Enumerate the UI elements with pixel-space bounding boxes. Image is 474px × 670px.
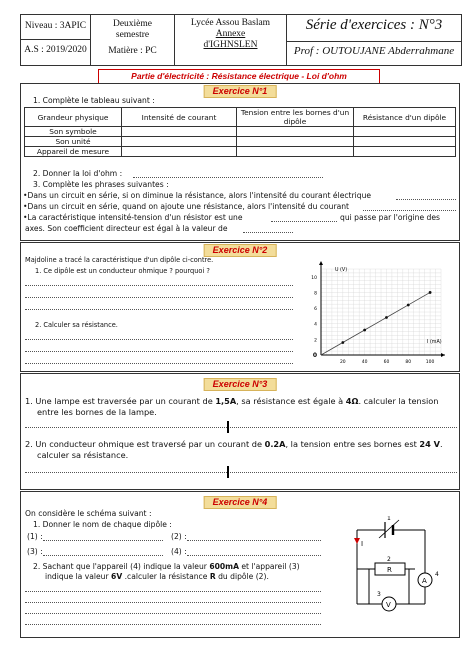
ex4-question-2	[33, 562, 300, 572]
ex1-question-2: 2. Donner la loi d'ohm :	[33, 169, 123, 178]
resistor-label: R	[387, 566, 392, 574]
y-tick-label: 6	[314, 307, 317, 313]
ex1-question-1: 1. Complète le tableau suivant :	[33, 96, 155, 105]
y-tick-label: 8	[314, 291, 317, 297]
current-value: 0.2A	[264, 439, 286, 449]
table-cell[interactable]	[354, 127, 456, 137]
ex1-table	[24, 107, 456, 157]
x-axis-label: I (mA)	[427, 340, 442, 345]
resistor-symbol: R	[209, 572, 216, 581]
text: , sa résistance est égale à	[236, 396, 346, 406]
answer-line[interactable]	[25, 297, 293, 298]
table-cell[interactable]	[237, 137, 354, 147]
table-cell[interactable]	[237, 127, 354, 137]
text: indique la valeur	[45, 572, 112, 581]
ammeter-label: A	[422, 577, 427, 585]
y-tick-label: 10	[311, 275, 317, 281]
u-i-characteristic-chart	[293, 257, 457, 371]
exercise-2-title: Exercice N°2	[204, 244, 277, 257]
school-name: Lycée Assou Baslam	[190, 18, 271, 28]
table-cell[interactable]	[122, 127, 237, 137]
table-cell[interactable]	[354, 147, 456, 157]
label-dipole-2: (2) :	[171, 532, 187, 541]
current-value: 1,5A	[215, 396, 237, 406]
answer-line[interactable]	[187, 555, 321, 556]
table-header: Intensité de courant	[122, 108, 237, 127]
ex1-sentence-3b: qui passe par l'origine des	[340, 213, 440, 222]
table-header: Grandeur physique	[25, 108, 122, 127]
ammeter-value: 600mA	[209, 562, 239, 571]
answer-line[interactable]	[25, 363, 293, 364]
y-tick-label: 2	[314, 338, 317, 344]
data-point	[407, 304, 410, 307]
data-point	[363, 329, 366, 332]
answer-line[interactable]	[25, 285, 293, 286]
ex1-question-3: 3. Complète les phrases suivantes :	[33, 180, 169, 189]
answer-line[interactable]	[25, 351, 293, 352]
exercise-1-title: Exercice N°1	[204, 85, 277, 98]
answer-line[interactable]	[43, 540, 163, 541]
text: .calculer la résistance	[122, 572, 210, 581]
data-point	[341, 341, 344, 344]
answer-line[interactable]	[25, 339, 293, 340]
voltage-value: 24 V	[419, 439, 441, 449]
row-label: Appareil de mesure	[25, 147, 122, 157]
text: du dipôle (2).	[215, 572, 269, 581]
ex3-question-1	[25, 396, 438, 406]
dipole-number-2: 2	[387, 556, 391, 563]
voltmeter-value: 6V	[111, 572, 123, 581]
answer-line[interactable]	[25, 309, 293, 310]
x-axis-arrow	[441, 353, 445, 357]
circuit-diagram	[339, 516, 457, 626]
answer-line[interactable]	[25, 591, 321, 592]
answer-line[interactable]	[187, 540, 321, 541]
text: 1. Une lampe est traversée par un courant de	[25, 396, 216, 406]
text: , la tension entre ses bornes est	[285, 439, 420, 449]
chapter-banner: Partie d'électricité : Résistance électrique - Loi d'ohm	[98, 69, 380, 84]
header-cell-series	[287, 15, 461, 65]
text: 2. Un conducteur ohmique est traversé par un courant de	[25, 439, 265, 449]
table-header: Résistance d'un dipôle	[354, 108, 456, 127]
answer-line[interactable]	[271, 221, 337, 222]
ex3-question-2-cont: calculer sa résistance.	[37, 450, 129, 460]
table-row	[25, 147, 456, 157]
resistance-value: 4Ω	[345, 396, 359, 406]
separator-bar	[227, 466, 229, 478]
x-tick-label: 100	[425, 360, 435, 365]
school-year-text: A.S : 2019/2020	[24, 45, 87, 55]
text: et l'appareil (3)	[238, 562, 300, 571]
answer-line[interactable]	[133, 177, 323, 178]
level-text: Niveau : 3APIC	[24, 21, 87, 31]
x-tick-label: 20	[339, 360, 346, 365]
answer-line[interactable]	[25, 624, 321, 625]
answer-line[interactable]	[243, 232, 293, 233]
exercise-4-title: Exercice N°4	[204, 496, 277, 509]
text: . calculer la tension	[358, 396, 439, 406]
ex4-question-2-cont	[45, 572, 269, 582]
dipole-number-3: 3	[377, 591, 381, 598]
exercise-1-frame	[20, 83, 460, 241]
answer-line[interactable]	[25, 602, 321, 603]
ex3-question-2	[25, 439, 443, 449]
x-tick-label: 60	[383, 360, 390, 365]
row-label: Son symbole	[25, 127, 122, 137]
answer-line[interactable]	[363, 210, 456, 211]
header-cell-semester	[91, 15, 175, 65]
x-tick-label: 40	[361, 360, 368, 365]
dipole-number-4: 4	[435, 571, 439, 578]
exercise-4-frame	[20, 491, 460, 638]
ex3-question-1-cont: entre les bornes de la lampe.	[37, 407, 157, 417]
semester-text: Deuxième semestre	[112, 19, 153, 40]
town-text: d'IGHNSLEN	[203, 40, 258, 50]
row-label: Son unité	[25, 137, 122, 147]
subject-text: Matière : PC	[108, 46, 157, 56]
y-tick-label: 0	[312, 352, 317, 359]
current-arrow-icon	[354, 538, 360, 544]
exercise-3-title: Exercice N°3	[204, 378, 277, 391]
teacher-name: Prof : OUTOUJANE Abderrahmane	[293, 45, 455, 57]
ex1-sentence-1: •Dans un circuit en série, si on diminue la résistance, alors l'intensité du courant électrique	[23, 191, 372, 200]
ex1-sentence-3a: •La caractéristique intensité-tension d'un résistor est une	[23, 213, 243, 222]
separator-bar	[227, 421, 229, 433]
header-cell-school	[175, 15, 287, 65]
table-row	[25, 127, 456, 137]
label-dipole-3: (3) :	[27, 547, 43, 556]
ex4-question-1: 1. Donner le nom de chaque dipôle :	[33, 520, 172, 529]
y-tick-label: 4	[314, 322, 317, 328]
table-row	[25, 137, 456, 147]
header-cell-level	[21, 15, 91, 65]
y-axis-arrow	[319, 261, 323, 265]
series-title: Série d'exercices : N°3	[305, 17, 443, 33]
current-label: I	[361, 540, 364, 548]
table-cell[interactable]	[122, 147, 237, 157]
voltmeter-label: V	[386, 601, 391, 609]
ex2-question-2: 2. Calculer sa résistance.	[35, 321, 118, 329]
annex-text: Annexe	[215, 29, 246, 39]
text: .	[440, 439, 443, 449]
label-dipole-1: (1) :	[27, 532, 43, 541]
answer-line[interactable]	[25, 613, 321, 614]
text: 2. Sachant que l'appareil (4) indique la valeur	[33, 562, 210, 571]
dipole-number-1: 1	[387, 516, 391, 522]
table-cell[interactable]	[237, 147, 354, 157]
answer-line[interactable]	[43, 555, 163, 556]
exercise-2-frame	[20, 242, 460, 372]
header-table	[20, 14, 462, 66]
answer-line[interactable]	[396, 199, 456, 200]
ex2-question-1: 1. Ce dipôle est un conducteur ohmique ? pourquoi ?	[35, 267, 210, 275]
x-tick-label: 80	[405, 360, 412, 365]
label-dipole-4: (4) :	[171, 547, 187, 556]
ex4-intro: On considère le schéma suivant :	[25, 509, 152, 518]
data-point	[385, 316, 388, 319]
exercise-3-frame	[20, 373, 460, 490]
answer-line[interactable]	[25, 427, 457, 428]
answer-line[interactable]	[25, 472, 457, 473]
y-axis-label: U (V)	[335, 268, 348, 273]
ex1-sentence-2: •Dans un circuit en série, quand on ajoute une résistance, alors l'intensité du courant	[23, 202, 350, 211]
table-cell[interactable]	[354, 137, 456, 147]
ex2-intro: Majdoline a tracé la caractéristique d'un dipôle ci-contre.	[25, 256, 214, 264]
data-point	[429, 291, 432, 294]
table-cell[interactable]	[122, 137, 237, 147]
ex1-sentence-3c: axes. Son coefficient directeur est égal à la valeur de	[25, 224, 228, 233]
table-header: Tension entre les bornes d'un dipôle	[237, 108, 354, 127]
generator-icon	[379, 520, 399, 538]
